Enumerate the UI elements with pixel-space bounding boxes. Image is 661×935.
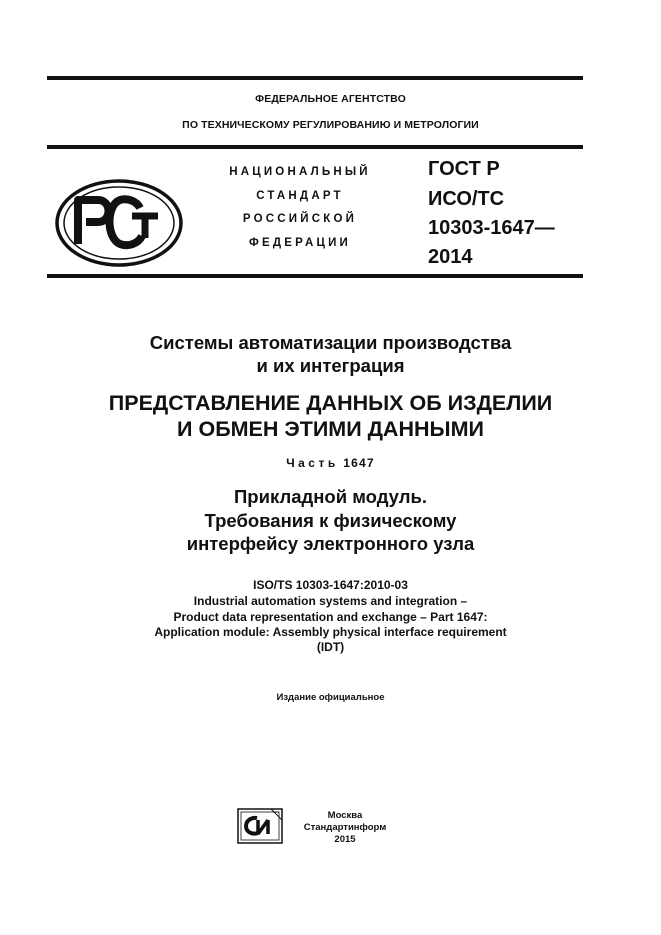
bottom-rule (47, 274, 583, 278)
rst-logo-icon (54, 178, 184, 268)
subtitle-line-3: интерфейсу электронного узла (186, 533, 475, 554)
standard-type-line-4: ФЕДЕРАЦИИ (248, 237, 352, 249)
edition-label: Издание официальное (276, 692, 385, 703)
main-title-line-1: ПРЕДСТАВЛЕНИЕ ДАННЫХ ОБ ИЗДЕЛИИ (108, 391, 553, 415)
iso-reference-line-4: Application module: Assembly physical interface requirement (154, 625, 507, 639)
standard-type-line-2: СТАНДАРТ (256, 190, 344, 202)
iso-reference-line-3: Product data representation and exchange – Part 1647: (173, 610, 488, 624)
series-title-line-1: Системы автоматизации производства (149, 332, 512, 353)
main-title-line-2: И ОБМЕН ЭТИМИ ДАННЫМИ (177, 417, 484, 441)
iso-reference-line-5: (IDT) (316, 640, 345, 654)
series-title-line-2: и их интеграция (256, 355, 405, 376)
iso-reference-line-1: ISO/TS 10303-1647:2010-03 (253, 578, 408, 592)
rst-logo (54, 178, 184, 268)
designation-line-2: ИСО/ТС (428, 188, 505, 210)
subtitle-line-2: Требования к физическому (204, 510, 457, 531)
designation-line-1: ГОСТ Р (428, 158, 500, 180)
publisher-city: Москва (327, 810, 363, 821)
middle-rule (47, 145, 583, 149)
agency-line-2: ПО ТЕХНИЧЕСКОМУ РЕГУЛИРОВАНИЮ И МЕТРОЛОГИИ (182, 119, 479, 131)
publisher-year: 2015 (334, 834, 356, 845)
designation-line-3: 10303-1647— (428, 217, 555, 239)
subtitle-line-1: Прикладной модуль. (233, 486, 427, 507)
standard-type-line-1: НАЦИОНАЛЬНЫЙ (229, 166, 371, 178)
agency-line-1: ФЕДЕРАЛЬНОЕ АГЕНТСТВО (255, 93, 406, 105)
standartinform-logo-text: СИ (260, 842, 262, 843)
designation-line-4: 2014 (428, 246, 473, 268)
top-rule (47, 76, 583, 80)
publisher-name: Стандартинформ (303, 822, 387, 833)
part-number (0, 456, 661, 470)
iso-reference-line-2: Industrial automation systems and integration – (193, 594, 468, 608)
standard-type-line-3: РОССИЙСКОЙ (242, 213, 358, 225)
standartinform-logo-icon (237, 808, 283, 844)
part-number-value: 1647 (343, 456, 375, 470)
rst-logo-text: РСТ (119, 188, 121, 189)
standartinform-logo (237, 808, 283, 844)
part-word: Часть (286, 456, 339, 470)
